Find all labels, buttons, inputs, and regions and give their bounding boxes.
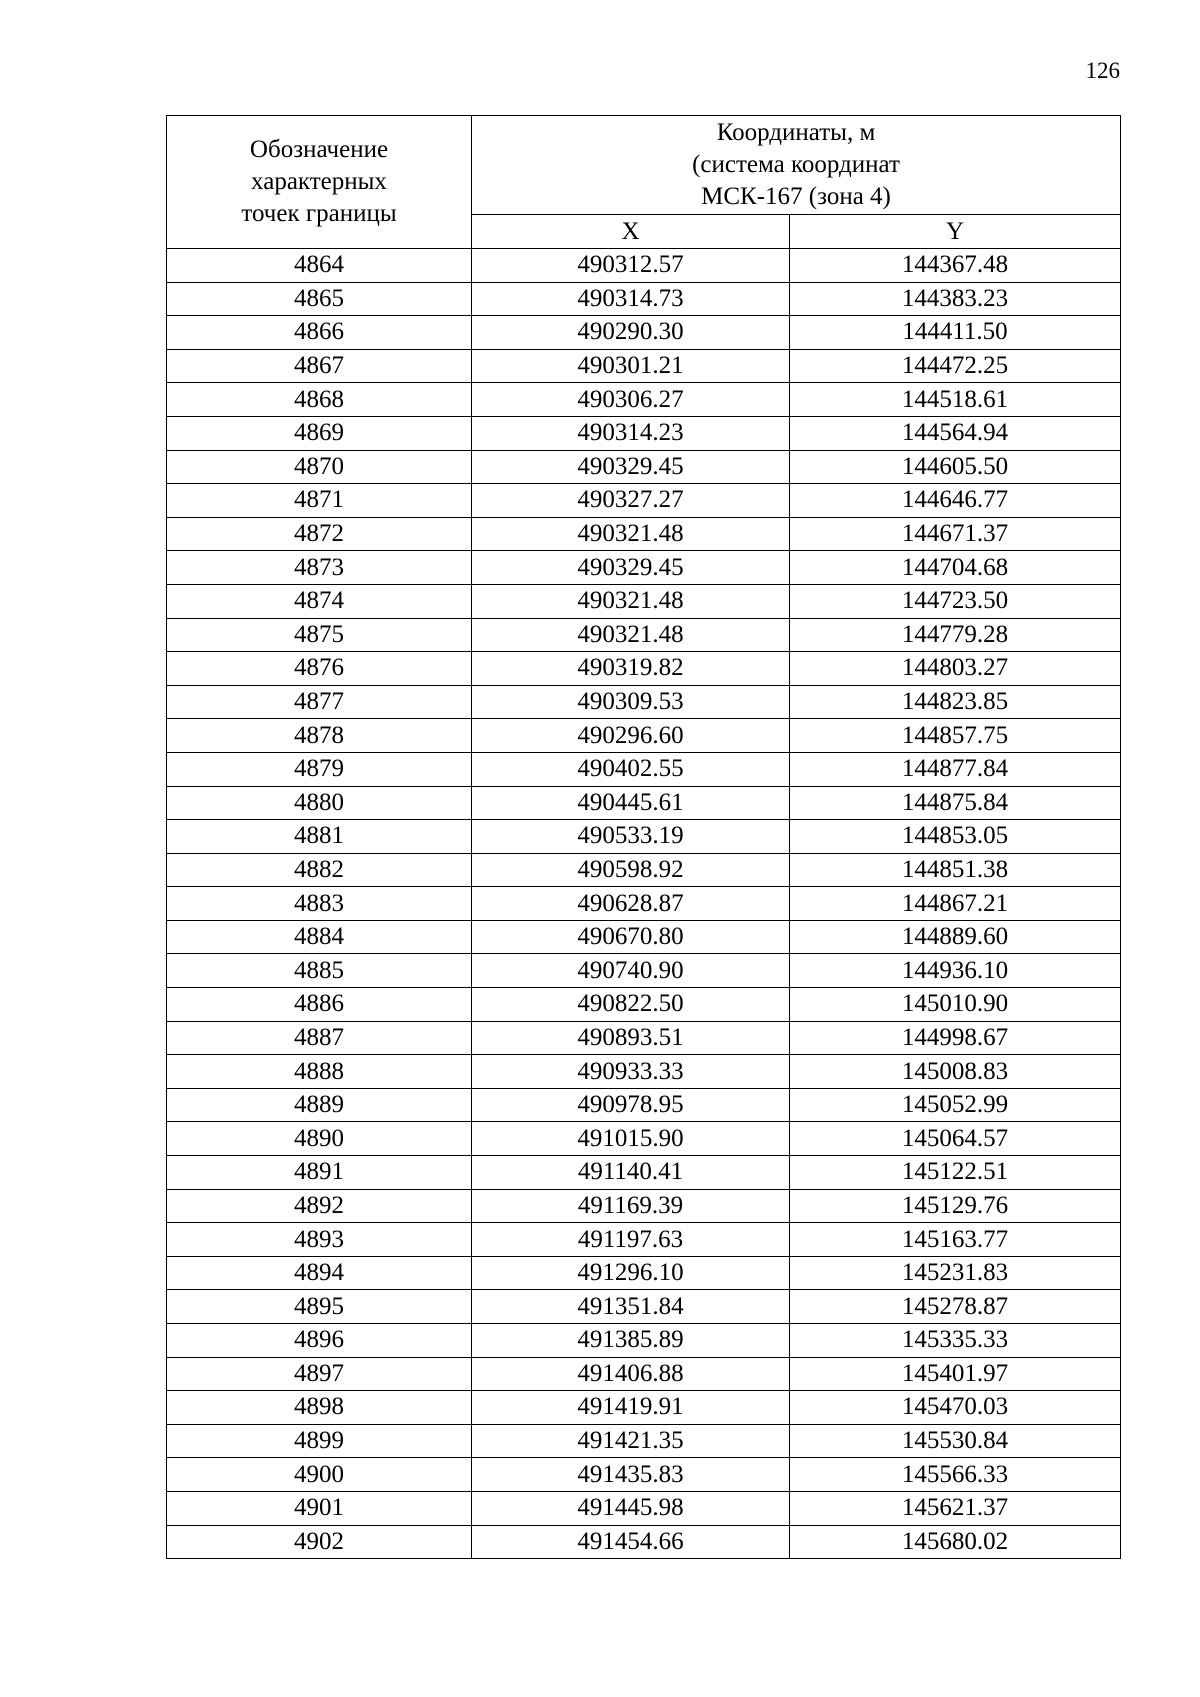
y-coordinate-cell: 144383.23 [790,282,1121,316]
table-row [167,1223,1121,1257]
table-row [167,1391,1121,1425]
x-coordinate-cell: 490301.21 [472,349,790,383]
x-coordinate-cell: 490670.80 [472,920,790,954]
point-id-cell: 4882 [167,853,472,887]
y-coordinate-cell: 145008.83 [790,1055,1121,1089]
point-id-cell: 4896 [167,1324,472,1358]
point-id-cell: 4897 [167,1357,472,1391]
y-coordinate-cell: 144853.05 [790,820,1121,854]
y-coordinate-cell: 145129.76 [790,1189,1121,1223]
y-coordinate-cell: 144646.77 [790,484,1121,518]
x-coordinate-cell: 490445.61 [472,786,790,820]
table-row [167,282,1121,316]
coordinates-column-header [472,116,1121,215]
table-row [167,383,1121,417]
point-id-cell: 4869 [167,416,472,450]
y-coordinate-cell: 145122.51 [790,1156,1121,1190]
point-id-cell: 4866 [167,316,472,350]
point-id-cell: 4876 [167,652,472,686]
x-coordinate-cell: 491406.88 [472,1357,790,1391]
table-row [167,1256,1121,1290]
y-coordinate-cell: 144803.27 [790,652,1121,686]
table-row [167,1122,1121,1156]
x-coordinate-cell: 491351.84 [472,1290,790,1324]
y-coordinate-cell: 144875.84 [790,786,1121,820]
point-id-cell: 4900 [167,1458,472,1492]
coordinates-header-line: МСК-167 (зона 4) [701,182,891,210]
point-id-cell: 4867 [167,349,472,383]
table-body [167,249,1121,1559]
table-row [167,887,1121,921]
designation-column-header [167,116,472,249]
point-id-cell: 4902 [167,1525,472,1559]
table-row [167,920,1121,954]
table-row [167,820,1121,854]
x-coordinate-cell: 490933.33 [472,1055,790,1089]
y-coordinate-cell: 144851.38 [790,853,1121,887]
x-coordinate-cell: 490978.95 [472,1088,790,1122]
table-row [167,517,1121,551]
x-coordinate-cell: 491015.90 [472,1122,790,1156]
table-row [167,1088,1121,1122]
table-row [167,954,1121,988]
table-row [167,349,1121,383]
y-coordinate-cell: 144605.50 [790,450,1121,484]
designation-header-line: точек границы [241,200,397,227]
y-coordinate-cell: 145064.57 [790,1122,1121,1156]
point-id-cell: 4873 [167,551,472,585]
point-id-cell: 4870 [167,450,472,484]
point-id-cell: 4878 [167,719,472,753]
point-id-cell: 4895 [167,1290,472,1324]
y-coordinate-cell: 144936.10 [790,954,1121,988]
y-coordinate-cell: 145163.77 [790,1223,1121,1257]
y-coordinate-cell: 144367.48 [790,249,1121,283]
table-row [167,1491,1121,1525]
x-coordinate-cell: 491454.66 [472,1525,790,1559]
table-row [167,1525,1121,1559]
header-row-top [167,116,1121,215]
x-coordinate-cell: 490893.51 [472,1021,790,1055]
y-coordinate-cell: 145470.03 [790,1391,1121,1425]
table-row [167,1324,1121,1358]
y-column-header: Y [790,214,1121,248]
table-row [167,484,1121,518]
point-id-cell: 4868 [167,383,472,417]
x-coordinate-cell: 490329.45 [472,450,790,484]
y-coordinate-cell: 144564.94 [790,416,1121,450]
point-id-cell: 4888 [167,1055,472,1089]
table-row [167,1357,1121,1391]
y-coordinate-cell: 144857.75 [790,719,1121,753]
x-coordinate-cell: 490306.27 [472,383,790,417]
y-coordinate-cell: 145401.97 [790,1357,1121,1391]
table-header [167,116,1121,249]
x-coordinate-cell: 491296.10 [472,1256,790,1290]
table-row [167,752,1121,786]
x-coordinate-cell: 490290.30 [472,316,790,350]
y-coordinate-cell: 144998.67 [790,1021,1121,1055]
x-coordinate-cell: 490321.48 [472,517,790,551]
y-coordinate-cell: 144723.50 [790,584,1121,618]
x-coordinate-cell: 490309.53 [472,685,790,719]
y-coordinate-cell: 144704.68 [790,551,1121,585]
x-coordinate-cell: 491385.89 [472,1324,790,1358]
table-row [167,249,1121,283]
point-id-cell: 4880 [167,786,472,820]
point-id-cell: 4901 [167,1491,472,1525]
point-id-cell: 4881 [167,820,472,854]
point-id-cell: 4898 [167,1391,472,1425]
y-coordinate-cell: 145278.87 [790,1290,1121,1324]
table-row [167,786,1121,820]
point-id-cell: 4891 [167,1156,472,1190]
point-id-cell: 4871 [167,484,472,518]
x-coordinate-cell: 490822.50 [472,988,790,1022]
x-coordinate-cell: 491445.98 [472,1491,790,1525]
x-coordinate-cell: 490321.48 [472,584,790,618]
x-coordinate-cell: 491419.91 [472,1391,790,1425]
x-coordinate-cell: 490329.45 [472,551,790,585]
point-id-cell: 4884 [167,920,472,954]
x-coordinate-cell: 490312.57 [472,249,790,283]
point-id-cell: 4889 [167,1088,472,1122]
y-coordinate-cell: 144823.85 [790,685,1121,719]
point-id-cell: 4890 [167,1122,472,1156]
y-coordinate-cell: 144889.60 [790,920,1121,954]
y-coordinate-cell: 145530.84 [790,1424,1121,1458]
table-row [167,618,1121,652]
point-id-cell: 4872 [167,517,472,551]
x-coordinate-cell: 490321.48 [472,618,790,652]
x-coordinate-cell: 490598.92 [472,853,790,887]
x-coordinate-cell: 490296.60 [472,719,790,753]
table-row [167,719,1121,753]
boundary-points-table [166,115,1121,1559]
y-coordinate-cell: 145680.02 [790,1525,1121,1559]
coordinates-header-line: Координаты, м [716,118,876,146]
table-row [167,652,1121,686]
y-coordinate-cell: 144867.21 [790,887,1121,921]
point-id-cell: 4885 [167,954,472,988]
point-id-cell: 4875 [167,618,472,652]
table-row [167,685,1121,719]
point-id-cell: 4886 [167,988,472,1022]
x-coordinate-cell: 491197.63 [472,1223,790,1257]
page-number: 126 [1085,58,1120,83]
point-id-cell: 4887 [167,1021,472,1055]
designation-header-line: характерных [251,168,387,195]
table-row [167,853,1121,887]
y-coordinate-cell: 145010.90 [790,988,1121,1022]
table-row [167,316,1121,350]
y-coordinate-cell: 144779.28 [790,618,1121,652]
x-coordinate-cell: 490628.87 [472,887,790,921]
x-coordinate-cell: 490533.19 [472,820,790,854]
y-coordinate-cell: 145335.33 [790,1324,1121,1358]
point-id-cell: 4879 [167,752,472,786]
x-coordinate-cell: 491421.35 [472,1424,790,1458]
x-coordinate-cell: 491435.83 [472,1458,790,1492]
table-row [167,1021,1121,1055]
point-id-cell: 4883 [167,887,472,921]
x-coordinate-cell: 490319.82 [472,652,790,686]
x-coordinate-cell: 490740.90 [472,954,790,988]
y-coordinate-cell: 145566.33 [790,1458,1121,1492]
point-id-cell: 4893 [167,1223,472,1257]
y-coordinate-cell: 145052.99 [790,1088,1121,1122]
table-row [167,584,1121,618]
x-coordinate-cell: 490314.23 [472,416,790,450]
point-id-cell: 4877 [167,685,472,719]
x-coordinate-cell: 490314.73 [472,282,790,316]
point-id-cell: 4865 [167,282,472,316]
x-coordinate-cell: 491140.41 [472,1156,790,1190]
y-coordinate-cell: 144411.50 [790,316,1121,350]
x-coordinate-cell: 491169.39 [472,1189,790,1223]
y-coordinate-cell: 144671.37 [790,517,1121,551]
table-row [167,551,1121,585]
y-coordinate-cell: 145231.83 [790,1256,1121,1290]
point-id-cell: 4864 [167,249,472,283]
point-id-cell: 4874 [167,584,472,618]
table-row [167,1424,1121,1458]
table-row [167,988,1121,1022]
table-row [167,1458,1121,1492]
point-id-cell: 4894 [167,1256,472,1290]
coordinates-header-line: (система координат [692,150,900,178]
x-column-header: X [472,214,790,248]
table-row [167,416,1121,450]
designation-header-line: Обозначение [249,136,389,163]
x-coordinate-cell: 490327.27 [472,484,790,518]
y-coordinate-cell: 144472.25 [790,349,1121,383]
table-row [167,1055,1121,1089]
point-id-cell: 4899 [167,1424,472,1458]
y-coordinate-cell: 144518.61 [790,383,1121,417]
table-row [167,1189,1121,1223]
table-row [167,450,1121,484]
x-coordinate-cell: 490402.55 [472,752,790,786]
table-row [167,1156,1121,1190]
y-coordinate-cell: 144877.84 [790,752,1121,786]
table-row [167,1290,1121,1324]
point-id-cell: 4892 [167,1189,472,1223]
y-coordinate-cell: 145621.37 [790,1491,1121,1525]
